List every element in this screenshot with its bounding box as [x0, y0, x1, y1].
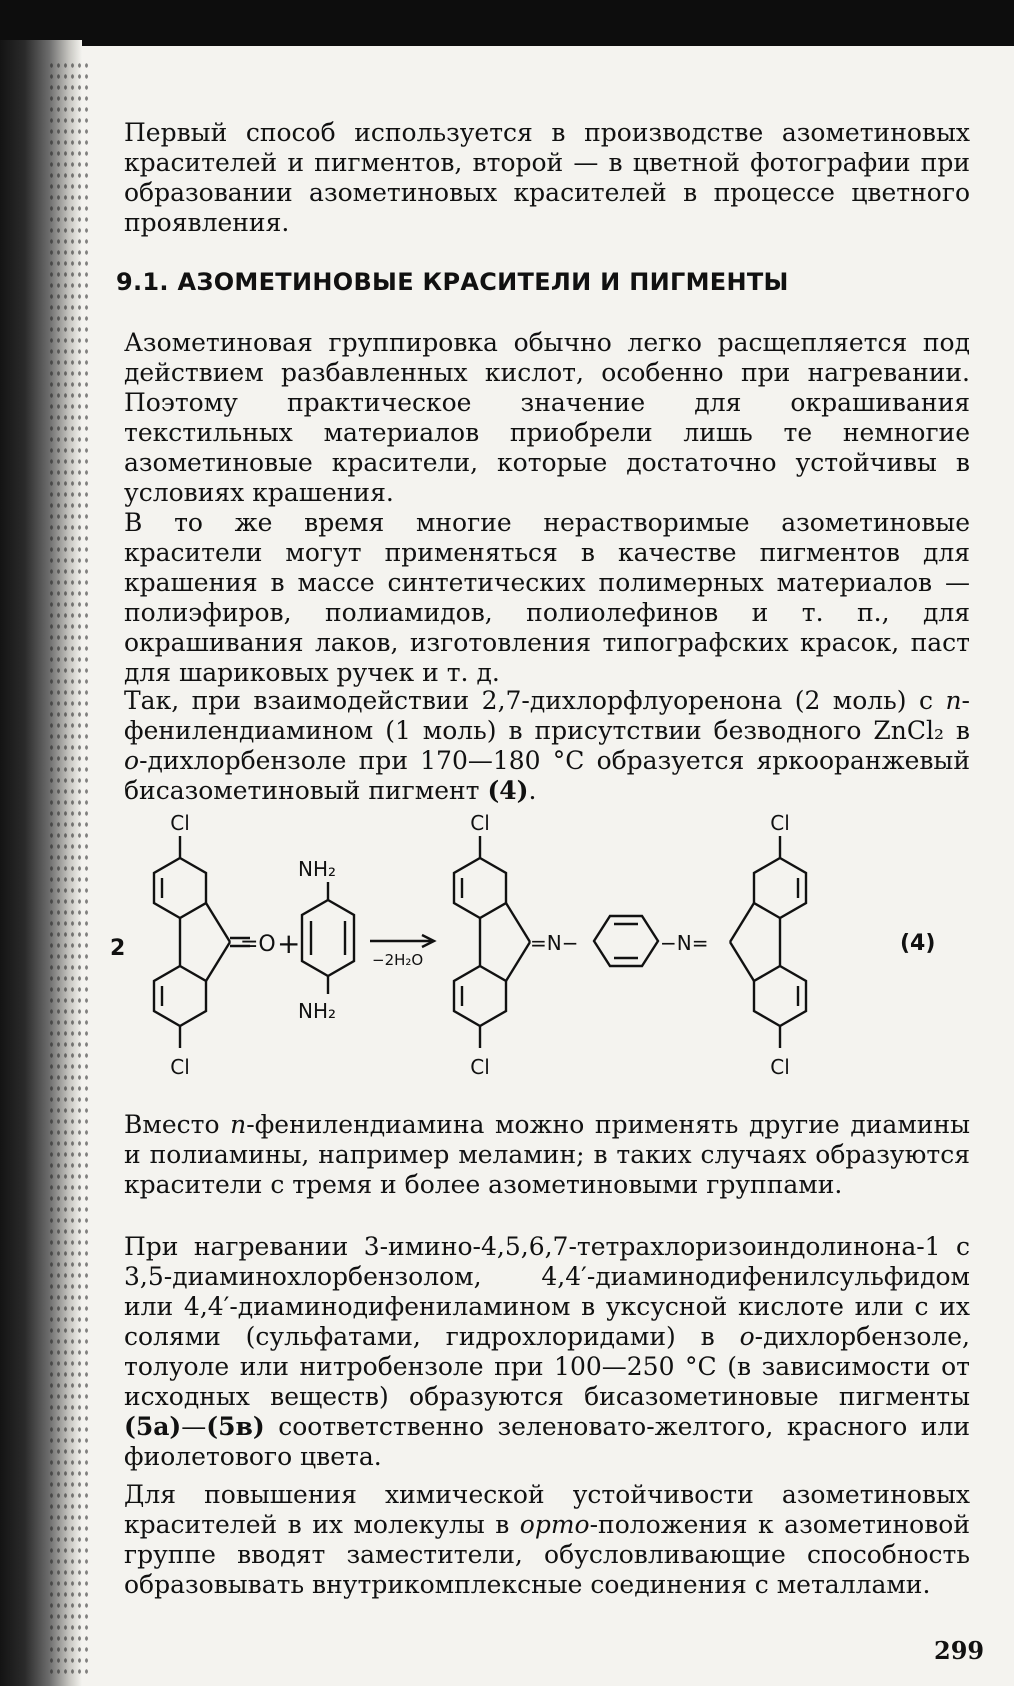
paragraph-4-block [124, 686, 970, 806]
p6-compound-5a: (5а) [124, 1412, 182, 1441]
p7-italic-orto: орто [519, 1510, 590, 1539]
p4-text-c: -дихлорбензоле при 170—180 °C образуется яркооранжевый бисазометиновый пигмент [124, 746, 970, 805]
page-number: 299 [934, 1636, 985, 1665]
imine-left: =N− [530, 931, 579, 955]
dichlorofluorenone [154, 836, 250, 1048]
paragraph-1: Первый способ используется в производстве азометиновых красителей и пигментов, второй — в цветной фотографии при образовании азометиновых красителей в процессе цветного проявления. [124, 118, 970, 237]
p5-text-b: -фенилендиамина можно применять другие диамины и полиамины, например меламин; в таких случаях образуются красители с тремя и более азометиновыми группами. [124, 1110, 970, 1199]
cl-4: Cl [470, 1055, 490, 1079]
paragraph-6-block [124, 1232, 970, 1472]
compound-label: (4) [900, 931, 936, 956]
p6-text-a: При нагревании 3-имино-4,5,6,7-тетрахлоризоиндолинона-1 с 3,5-диаминохлорбензолом, 4,4′-диаминодифенилсульфидом или 4,4′-диаминодифениламином в уксусной кислоте или с их солями (сульфатами, гидрохлоридами) в [124, 1232, 970, 1351]
product-right-fluorene [730, 836, 806, 1048]
nh2-top: NH₂ [298, 857, 337, 881]
paragraph-3: В то же время многие нерастворимые азометиновые красители могут применяться в качестве пигментов для крашения в массе синтетических полимерных материалов — полиэфиров, полиамидов, полиолефинов и т. п., для окрашивания лаков, изготовления типографских красок, паст для шариковых ручек и т. д. [124, 508, 970, 687]
p6-text-c: соответственно зеленовато-желтого, красного или фиолетового цвета. [124, 1412, 970, 1471]
p4-italic-para: п [945, 686, 962, 715]
p6-dash: — [181, 1412, 207, 1441]
cl-3: Cl [470, 811, 490, 835]
paragraph-5 [124, 1110, 970, 1200]
paragraph-3-block [124, 508, 970, 688]
paragraph-1-block [124, 118, 970, 238]
imine-right: −N= [660, 931, 709, 955]
coefficient: 2 [110, 936, 126, 961]
scan-top-edge [0, 0, 1014, 46]
product-left-fluorene [454, 836, 530, 1048]
p4-compound-ref: (4) [487, 776, 529, 805]
cl-6: Cl [770, 1055, 790, 1079]
reaction-scheme [100, 808, 980, 1098]
nh2-bottom: NH₂ [298, 999, 337, 1023]
cl-5: Cl [770, 811, 790, 835]
p4-text-a: Так, при взаимодействии 2,7-дихлорфлуоренона (2 моль) с [124, 686, 946, 715]
p6-italic-ortho: о [739, 1322, 755, 1351]
arrow-condition: −2H₂O [372, 951, 424, 969]
paragraph-4 [124, 686, 970, 806]
cl-1: Cl [170, 811, 190, 835]
product-central-ring [594, 916, 658, 966]
cl-2: Cl [170, 1055, 190, 1079]
paragraph-7 [124, 1480, 970, 1600]
p4-italic-ortho: о [124, 746, 140, 775]
paragraph-5-block [124, 1110, 970, 1200]
p5-text-a: Вместо [124, 1110, 231, 1139]
p7-text-a: Для повышения химической устойчивости азометиновых красителей в их молекулы в [124, 1480, 970, 1539]
p5-italic-para: п [230, 1110, 247, 1139]
p6-compound-5v: (5в) [206, 1412, 265, 1441]
p4-text-d: . [528, 776, 537, 805]
paragraph-7-block [124, 1480, 970, 1600]
paragraph-2: Азометиновая группировка обычно легко расщепляется под действием разбавленных кислот, особенно при нагревании. Поэтому практическое значение для окрашивания текстильных материалов приобрели лишь те немногие азометиновые красители, которые достаточно устойчивы в условиях крашения. [124, 328, 970, 507]
oxo-label: =O [240, 932, 276, 957]
paragraph-6 [124, 1232, 970, 1472]
p7-text-b: -положения к азометиновой группе вводят заместители, обусловливающие способность образовывать внутрикомплексные соединения с металлами. [124, 1510, 970, 1599]
p6-text-b: -дихлорбензоле, толуоле или нитробензоле при 100—250 °C (в зависимости от исходных веществ) образуются бисазометиновые пигменты [124, 1322, 970, 1411]
phenylenediamine [302, 882, 354, 994]
reaction-arrow [370, 935, 434, 947]
scan-binding-noise [48, 60, 88, 1680]
plus-sign: + [277, 927, 301, 960]
section-heading: 9.1. АЗОМЕТИНОВЫЕ КРАСИТЕЛИ И ПИГМЕНТЫ [116, 268, 789, 296]
p4-text-b: -фенилендиамином (1 моль) в присутствии безводного ZnCl₂ в [124, 686, 970, 745]
paragraph-2-block [124, 328, 970, 508]
